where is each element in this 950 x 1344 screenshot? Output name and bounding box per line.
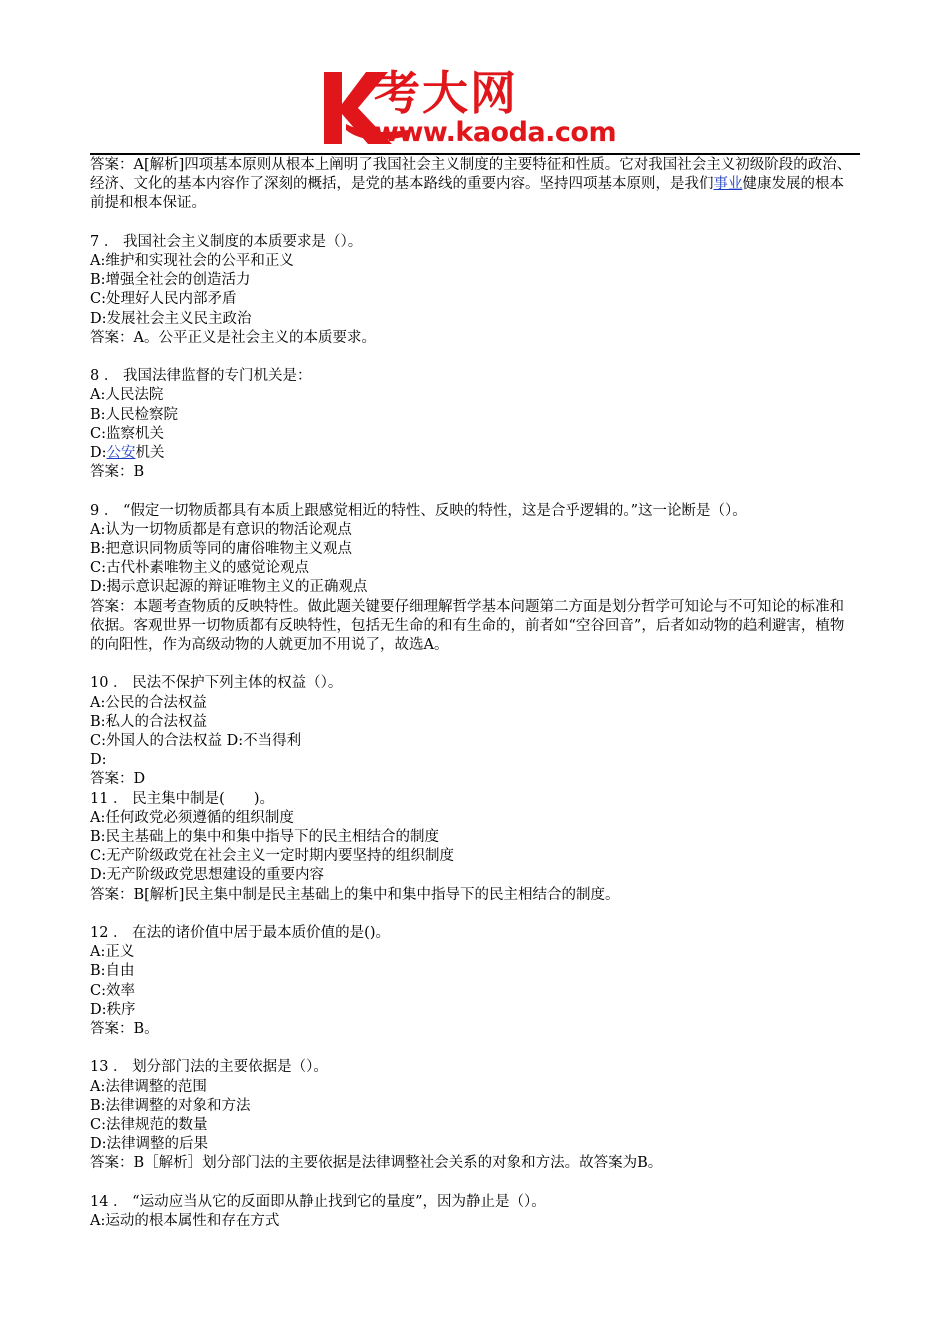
q12-option-c: C:效率 — [90, 982, 135, 999]
q9-option-b: B:把意识同物质等同的庸俗唯物主义观点 — [90, 541, 353, 558]
q11-question: 11 ． 民主集中制是( )。 — [90, 790, 274, 807]
q11-option-a: A:任何政党必须遵循的组织制度 — [90, 809, 294, 826]
kaoda-logo[interactable] — [316, 64, 646, 150]
q6-answer-text-end: 健康发展的根本前提和根本保证。 — [90, 176, 844, 212]
q8-option-c: C:监察机关 — [90, 425, 164, 442]
link-gongan[interactable]: 公安 — [106, 445, 136, 462]
q10-option-b: B:私人的合法权益 — [90, 713, 208, 730]
q14-option-a: A:运动的根本属性和存在方式 — [90, 1213, 280, 1230]
q7-option-d: D:发展社会主义民主政治 — [90, 310, 252, 327]
logo-chinese-text: 考大网 — [374, 66, 518, 120]
q8-option-a: A:人民法院 — [90, 387, 164, 404]
q9-option-c: C:古代朴素唯物主义的感觉论观点 — [90, 560, 309, 577]
document-body — [90, 156, 852, 1231]
q7-option-b: B:增强全社会的创造活力 — [90, 272, 251, 289]
q7-question: 7 ． 我国社会主义制度的本质要求是（）。 — [90, 233, 363, 250]
q8-option-d — [90, 444, 852, 463]
q14-question: 14 ． “运动应当从它的反面即从静止找到它的量度”，因为静止是（）。 — [90, 1193, 546, 1210]
q13-question: 13 ． 划分部门法的主要依据是（）。 — [90, 1059, 328, 1076]
q8-answer: 答案：B — [90, 464, 145, 481]
logo-url-text: www.kaoda.com — [374, 117, 617, 148]
q11-option-b: B:民主基础上的集中和集中指导下的民主相结合的制度 — [90, 829, 440, 846]
q6-answer — [90, 156, 852, 214]
q12-option-a: A:正义 — [90, 944, 135, 961]
q11-answer: 答案：B[解析]民主集中制是民主基础上的集中和集中指导下的民主相结合的制度。 — [90, 886, 620, 903]
header-divider — [90, 153, 860, 155]
link-shiye[interactable]: 事业 — [713, 176, 743, 193]
q7-option-a: A:维护和实现社会的公平和正义 — [90, 253, 294, 269]
q9-option-a: A:认为一切物质都是有意识的物活论观点 — [90, 521, 352, 538]
q12-option-b: B:自由 — [90, 963, 135, 980]
q7-answer: 答案：A。公平正义是社会主义的本质要求。 — [90, 329, 376, 346]
page-header — [90, 60, 860, 156]
q13-option-d: D:法律调整的后果 — [90, 1136, 209, 1153]
q13-answer: 答案：B［解析］划分部门法的主要依据是法律调整社会关系的对象和方法。故答案为B。 — [90, 1155, 663, 1172]
q11-option-d: D:无产阶级政党思想建设的重要内容 — [90, 867, 325, 884]
q10-option-a: A:公民的合法权益 — [90, 694, 207, 711]
q12-option-d: D:秩序 — [90, 1001, 136, 1018]
q11-option-c: C:无产阶级政党在社会主义一定时期内要坚持的组织制度 — [90, 848, 454, 865]
q13-option-b: B:法律调整的对象和方法 — [90, 1097, 251, 1114]
q10-option-d: D: — [90, 752, 107, 769]
q8-option-b: B:人民检察院 — [90, 406, 179, 423]
q9-question: 9 ． “假定一切物质都具有本质上跟感觉相近的特性、反映的特性，这是合乎逻辑的。”这一论断是（）。 — [90, 502, 747, 519]
q12-question: 12 ． 在法的诸价值中居于最本质价值的是()。 — [90, 925, 390, 942]
q6-answer-text: 答案：A[解析]四项基本原则从根本上阐明了我国社会主义制度的主要特征和性质。它对我国社会主义初级阶段的政治、经济、文化的基本内容作了深刻的概括，是党的基本路线的重要内容。坚持四项基本原则，是我们 — [90, 157, 852, 193]
q10-option-c: C:外国人的合法权益 D:不当得利 — [90, 733, 302, 750]
q9-answer: 答案：本题考查物质的反映特性。做此题关键要仔细理解哲学基本问题第二方面是划分哲学可知论与不可知论的标准和依据。客观世界一切物质都有反映特性，包括无生命的和有生命的，前者如“空谷回音”，后者如动物的趋利避害，植物的向阳性，作为高级动物的人就更加不用说了，故选A。 — [90, 598, 845, 654]
q8-option-d-prefix: D: — [90, 445, 107, 462]
q9-option-d: D:揭示意识起源的辩证唯物主义的正确观点 — [90, 579, 368, 596]
q8-option-d-suffix: 机关 — [135, 445, 165, 462]
q10-answer: 答案：D — [90, 771, 146, 788]
q13-option-a: A:法律调整的范围 — [90, 1078, 207, 1095]
q10-question: 10 ． 民法不保护下列主体的权益（）。 — [90, 675, 343, 692]
q8-question: 8 ． 我国法律监督的专门机关是： — [90, 368, 312, 385]
q12-answer: 答案：B。 — [90, 1021, 159, 1038]
q13-option-c: C:法律规范的数量 — [90, 1117, 208, 1134]
q7-option-c: C:处理好人民内部矛盾 — [90, 291, 237, 308]
